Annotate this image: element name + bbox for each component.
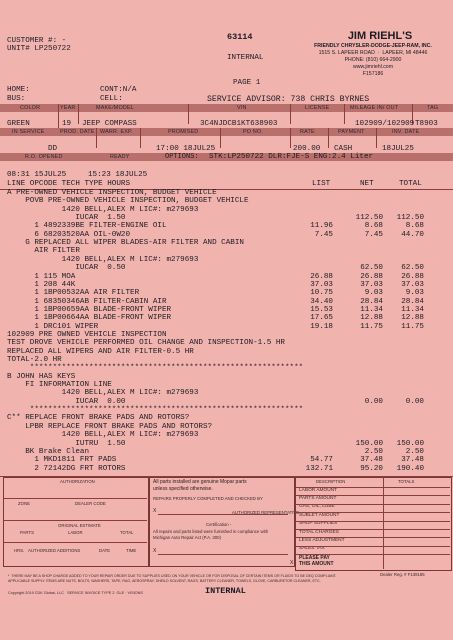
line-item-list: 15.53 [310, 305, 333, 314]
line-item-text: 1 115 MOA [7, 272, 76, 281]
grid-divider [78, 104, 79, 124]
line-item-net: 9.03 [364, 289, 383, 298]
hrs-label: HRS. [14, 548, 25, 553]
line-item-net: 12.88 [360, 314, 383, 323]
payment-value: CASH [334, 145, 353, 153]
line-item-text: AIR FILTER [7, 247, 80, 256]
line-item-text: 1 1BP00659AA BLADE-FRONT WIPER [7, 305, 172, 314]
line-item-list: 19.18 [310, 322, 333, 331]
line-item-total: 37.48 [401, 456, 424, 465]
grid-divider [290, 128, 291, 148]
zone-label: ZONE [18, 501, 30, 506]
label-ready: READY [110, 153, 130, 160]
summary-rule [295, 546, 450, 547]
time-label: TIME [126, 548, 137, 553]
line-item-net: 11.75 [360, 322, 383, 331]
line-item-list: 34.40 [310, 297, 333, 306]
line-item-text: IUCAR 0.50 [7, 264, 126, 273]
line-item-text: TEST DROVE VEHICLE PERFORMED OIL CHANGE AND INSPECTION-1.5 HR [7, 339, 285, 348]
repair-check-label: REPAIRS PROPERLY COMPLETED AND CHECKED BY [153, 496, 263, 501]
line-item-total: 37.03 [401, 280, 424, 289]
original-estimate-label: ORIGINAL ESTIMATE [58, 523, 101, 528]
label-warr-exp: WARR. EXP. [100, 128, 133, 135]
ro-number: 63114 [227, 32, 253, 42]
line-item-net: 8.68 [364, 222, 383, 231]
signature-x-3: X [290, 560, 294, 566]
labor-label: LABOR [68, 530, 83, 535]
totals-divider [383, 477, 384, 569]
summary-rule [295, 512, 450, 513]
line-item-net: 26.88 [360, 272, 383, 281]
vehicle-make: JEEP COMPASS [82, 120, 137, 128]
line-item-total: 2.50 [405, 447, 424, 456]
footer-rule [3, 498, 147, 499]
line-item-text: POVB PRE-OWNED VEHICLE INSPECTION, BUDGET VEHICLE [7, 197, 249, 206]
line-item-list: 11.96 [310, 222, 333, 231]
line-item-text: G REPLACED ALL WIPER BLADES-AIR FILTER AND CABIN [7, 239, 244, 248]
line-item-total: 12.88 [401, 314, 424, 323]
options-value: STK:LP250722 DLR:FJE-S ENG:2.4 Liter [209, 153, 374, 161]
grid-divider [220, 128, 221, 148]
dealer-name: JIM RIEHL'S [347, 30, 413, 42]
summary-rule [295, 495, 450, 496]
line-item-list: 7.45 [314, 230, 333, 239]
line-item-net: 150.00 [355, 439, 383, 448]
line-item-text: BK Brake Clean [7, 447, 90, 456]
label-vin: VIN [237, 104, 247, 111]
line-item-list: 54.77 [310, 456, 333, 465]
line-item-net: 2.50 [364, 447, 383, 456]
ready-value: 15:23 18JUL25 [88, 171, 148, 179]
grid-divider [344, 104, 345, 124]
dealer-subtitle: FRIENDLY CHRYSLER-DODGE-JEEP-RAM, INC. [314, 43, 432, 49]
label-promised: PROMISED [168, 128, 199, 135]
please-pay: PLEASE PAY [299, 555, 330, 561]
line-item-text: IUCAR 0.00 [7, 397, 126, 406]
invoice-date: 18JUL25 [382, 145, 414, 153]
line-item-list: 17.65 [310, 314, 333, 323]
mopar-notice-2: unless specified otherwise. [153, 486, 213, 492]
line-item-text: REPLACED ALL WIPERS AND AIR FILTER-0.5 HR [7, 347, 194, 356]
line-item-text: A PRE-OWNED VEHICLE INSPECTION, BUDGET VEHICLE [7, 189, 217, 197]
line-item-text: IUCAR 1.50 [7, 214, 126, 223]
contact: CONT:N/A [100, 86, 137, 94]
vehicle-color: GREEN [7, 120, 30, 128]
line-item-text: B JOHN HAS KEYS [7, 372, 76, 381]
line-item-total: 190.40 [396, 464, 424, 473]
mopar-notice-1: All parts installed are genuine Mopar parts [153, 479, 247, 485]
authorized-rep-label: AUTHORIZED REPRESENTATIVE [232, 510, 300, 515]
label-license: LICENSE [305, 104, 330, 111]
line-item-text: 6 68203520AA OIL-0W20 [7, 230, 131, 239]
line-item-text: 2 72142DG FRT ROTORS [7, 464, 126, 473]
ro-opened-value: 08:31 15JUL25 [7, 171, 67, 179]
label-inv-date: INV. DATE [392, 128, 420, 135]
line-item-text: 1420 BELL,ALEX M LIC#: m279693 [7, 205, 199, 214]
authorized-additions-label: AUTHORIZED ADDITIONS [28, 548, 81, 553]
description-header: DESCRIPTION [316, 479, 346, 484]
label-ro-opened: R.O. OPENED [25, 153, 63, 160]
label-rate: RATE [300, 128, 315, 135]
label-po-no: PO NO. [243, 128, 264, 135]
grid-divider [140, 128, 141, 148]
line-item-text: ************************************************************ [7, 406, 304, 415]
summary-label: LABOR AMOUNT [299, 487, 338, 493]
certification-label: Certification - [206, 522, 232, 527]
footer-rule [3, 520, 147, 521]
label-mileage: MILEAGE IN/ OUT [350, 104, 399, 111]
vehicle-tag: T8903 [415, 120, 438, 128]
line-item-text: 1 68350346AB FILTER-CABIN AIR [7, 297, 167, 306]
line-item-total: 11.34 [401, 305, 424, 314]
grid-divider [376, 128, 377, 148]
this-amount: THIS AMOUNT [299, 561, 334, 567]
summary-label: PARTS AMOUNT [299, 495, 337, 501]
vehicle-mileage: 102909/102909 [355, 120, 415, 128]
fine-print-1: * THERE MAY BE A SHOP CHARGE ADDED TO YOUR REPAIR ORDER DUE TO SUPPLIES USED ON YOUR VEHICLE OR FOR DISPOSAL OF CERTAIN ITEMS OR FLUIDS TO BE DEQ COMPLIANT. [8, 574, 337, 578]
line-item-total: 112.50 [396, 214, 424, 223]
line-item-text: 1420 BELL,ALEX M LIC#: m279693 [7, 389, 199, 398]
line-item-list: 26.88 [310, 272, 333, 281]
column-header-left: LINE OPCODE TECH TYPE HOURS [7, 180, 131, 188]
summary-label: SALES TAX [299, 546, 325, 552]
label-tag: TAG [427, 104, 439, 111]
line-item-total: 28.84 [401, 297, 424, 306]
vehicle-vin: 3C4NJDCB1KT638903 [200, 120, 278, 128]
line-item-net: 37.48 [360, 456, 383, 465]
line-item-total: 44.70 [401, 230, 424, 239]
column-header-net: NET [360, 180, 374, 188]
line-item-text: ************************************************************ [7, 364, 304, 373]
certification-text-1: All repairs and parts listed were furnished in compliance with [153, 529, 269, 534]
line-item-list: 132.71 [305, 464, 333, 473]
column-header-list: LIST [312, 180, 331, 188]
line-item-net: 62.50 [360, 264, 383, 273]
line-item-text: 1 MKD1811 FRT PADS [7, 456, 117, 465]
line-item-total: 150.00 [396, 439, 424, 448]
line-item-net: 37.03 [360, 280, 383, 289]
authorization-label: AUTHORIZATION [60, 479, 95, 484]
line-item-total: 26.88 [401, 272, 424, 281]
label-payment: PAYMENT [338, 128, 365, 135]
line-item-net: 0.00 [364, 397, 383, 406]
dealer-registration: Dealer Reg. # F139185 [380, 572, 425, 577]
line-item-text: 1420 BELL,ALEX M LIC#: m279693 [7, 255, 199, 264]
summary-label: SUBLET AMOUNT [299, 512, 340, 518]
grid-divider [290, 104, 291, 124]
date-label: DATE [99, 548, 111, 553]
summary-rule [295, 521, 450, 522]
line-item-net: 95.20 [360, 464, 383, 473]
total-label: TOTAL [120, 530, 134, 535]
unit-number: UNIT# LP250722 [7, 45, 71, 53]
page-number: PAGE 1 [233, 79, 261, 87]
label-year: YEAR [60, 104, 76, 111]
summary-label: GAS, OIL, LUBE [299, 504, 335, 510]
summary-rule [295, 537, 450, 538]
line-item-text: 1 4892339BE FILTER-ENGINE OIL [7, 222, 167, 231]
line-item-total: 8.68 [405, 222, 424, 231]
business-phone: BUS: [7, 95, 26, 103]
certification-text-2: Michigan Auto Repair Act (P.A. 300) [153, 535, 221, 540]
dealer-phone: PHONE: (810) 664-2900 [344, 57, 402, 63]
label-in-service: IN SERVICE [12, 128, 45, 135]
authorization-box [3, 477, 149, 567]
line-item-text: C** REPLACE FRONT BRAKE PADS AND ROTORS? [7, 414, 190, 423]
line-item-text: 1 DRC101 WIPER [7, 322, 99, 331]
line-item-net: 7.45 [364, 230, 383, 239]
line-item-net: 112.50 [355, 214, 383, 223]
grid-divider [188, 104, 189, 124]
line-item-text: 102909 PRE OWNED VEHICLE INSPECTION [7, 330, 167, 339]
line-item-text: FI INFORMATION LINE [7, 381, 112, 390]
service-advisor: SERVICE ADVISOR: 738 CHRIS BYRNES [207, 95, 370, 104]
dealer-website: www.jimriehl.com [352, 64, 394, 70]
column-header-total: TOTAL [399, 180, 422, 188]
line-item-text: TOTAL-2.0 HR [7, 356, 62, 364]
summary-label: TOTAL CHARGES [299, 529, 339, 535]
line-item-net: 28.84 [360, 297, 383, 306]
dealer-address: 1515 S. LAPEER ROAD · LAPEER, MI 48446 [318, 50, 428, 56]
summary-label: SHOP SUPPLIES [299, 521, 338, 527]
signature-x-1: X [153, 508, 157, 514]
line-item-text: 1 1BP00664AA BLADE-FRONT WIPER [7, 314, 172, 323]
rate-value: 200.00 [293, 145, 321, 153]
vehicle-year: 19 [62, 120, 72, 128]
totals-header: TOTALS [398, 479, 415, 484]
summary-rule [295, 487, 450, 488]
dealer-code: F157186 [362, 71, 384, 77]
line-item-total: 0.00 [405, 397, 424, 406]
line-item-text: IUTRU 1.50 [7, 439, 126, 448]
cell-phone: CELL: [100, 95, 123, 103]
grid-divider [328, 128, 329, 148]
internal-label-bottom: INTERNAL [205, 586, 246, 596]
signature-x-2: X [153, 548, 157, 554]
fine-print-2: APPLICABLE SUPPLY ITEMS ARE NUTS, BOLTS, WASHERS, TAPE, RAG, AEROSPRAY, SHEILD SOLVENT, RAGS, BATTERY CLEANER, TOWELS, GLOVE, CARBURETOR CLEANER, ETC. [8, 579, 321, 583]
line-item-total: 9.03 [405, 289, 424, 298]
line-item-list: 37.03 [310, 280, 333, 289]
line-item-total: 11.75 [401, 322, 424, 331]
line-item-text: 1 208 44K [7, 280, 76, 289]
summary-rule [295, 529, 450, 530]
home-phone: HOME: [7, 86, 30, 94]
summary-rule [295, 504, 450, 505]
line-item-net: 11.34 [360, 305, 383, 314]
line-item-list: 10.75 [310, 289, 333, 298]
footer-rule [3, 542, 147, 543]
in-service-value: DD [48, 145, 58, 153]
label-make: MAKE/MODEL [96, 104, 134, 111]
line-item-text: LPBR REPLACE FRONT BRAKE PADS AND ROTORS? [7, 422, 213, 431]
signature-line [158, 554, 288, 555]
line-item-total: 62.50 [401, 264, 424, 273]
label-options: OPTIONS: [165, 153, 199, 161]
parts-label: PARTS [20, 530, 34, 535]
customer-number: CUSTOMER #: - [7, 37, 67, 45]
summary-label: LESS ADJUSTMENT [299, 537, 345, 543]
line-item-text: 1420 BELL,ALEX M LIC#: m279693 [7, 431, 199, 440]
line-item-text: 1 1BP00532AA AIR FILTER [7, 289, 140, 298]
grid-divider [96, 128, 97, 148]
internal-label-top: INTERNAL [227, 54, 264, 62]
label-prod-date: PROD. DATE [60, 128, 95, 135]
label-color: COLOR [20, 104, 41, 111]
dealer-code-label: DEALER CODE [75, 501, 106, 506]
promised-value: 17:00 18JUL25 [156, 145, 216, 153]
copyright: Copyright 2019 CDK Global, LLC SERVICE INVOICE TYPE 2 GLE · VISIONS [8, 591, 143, 595]
